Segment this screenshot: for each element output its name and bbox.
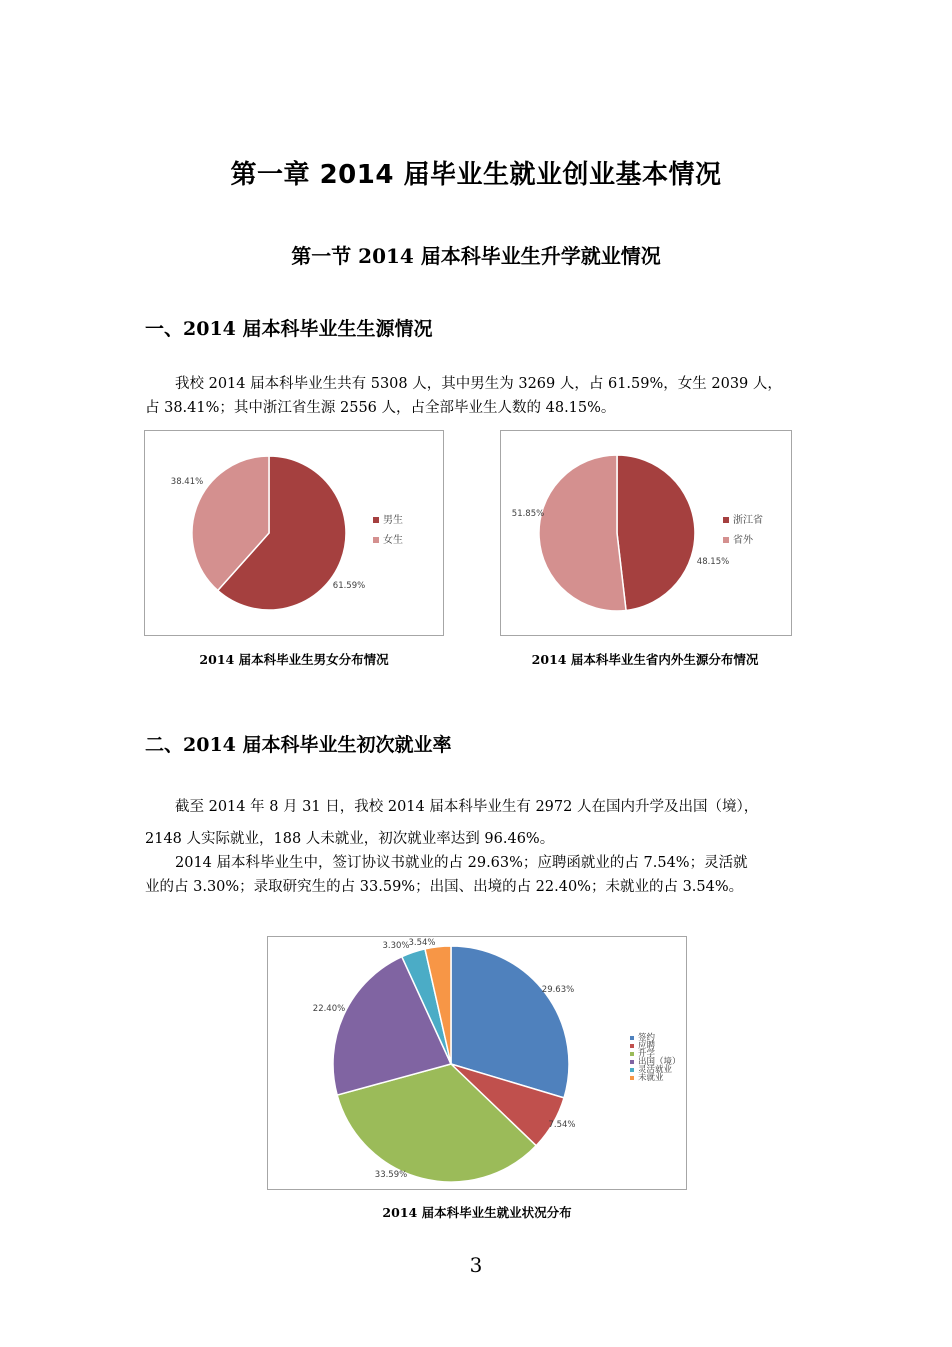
employment-pie-chart (267, 936, 687, 1190)
legend-label: 出国（境） (638, 1057, 681, 1067)
slice-value-label: 7.54% (548, 1120, 576, 1130)
paragraph-line: 占 38.41%；其中浙江省生源 2556 人，占全部毕业生人数的 48.15%。 (145, 400, 616, 416)
legend-swatch (630, 1076, 634, 1080)
section-title: 第一节 2014 届本科毕业生升学就业情况 (291, 244, 661, 268)
legend-swatch (630, 1060, 634, 1064)
gender-pie-chart (144, 430, 444, 636)
employment-pie-svg (268, 937, 686, 1189)
legend-label: 灵活就业 (638, 1065, 673, 1075)
slice-value-label: 29.63% (541, 985, 575, 995)
legend-label: 男生 (383, 515, 403, 526)
chapter-title: 第一章 2014 届毕业生就业创业基本情况 (230, 160, 722, 190)
slice-value-label: 3.54% (408, 938, 436, 948)
legend-swatch (723, 517, 729, 523)
legend-swatch (723, 537, 729, 543)
gender-chart-caption: 2014 届本科毕业生男女分布情况 (199, 652, 389, 667)
legend-label: 签约 (638, 1033, 656, 1043)
province-chart-caption: 2014 届本科毕业生省内外生源分布情况 (531, 652, 759, 667)
province-pie-chart (500, 430, 792, 636)
paragraph-line: 我校 2014 届本科毕业生共有 5308 人，其中男生为 3269 人，占 61.59%，女生 2039 人， (175, 376, 782, 392)
legend-swatch (373, 537, 379, 543)
paragraph-line: 2014 届本科毕业生中，签订协议书就业的占 29.63%；应聘函就业的占 7.54%；灵活就 (175, 855, 748, 871)
legend-label: 升学 (638, 1049, 656, 1059)
legend-label: 省外 (733, 535, 753, 546)
part2-heading: 二、2014 届本科毕业生初次就业率 (145, 734, 452, 756)
province-pie-svg (501, 431, 791, 635)
slice-value-label: 48.15% (696, 557, 730, 567)
slice-value-label: 38.41% (170, 477, 204, 487)
legend-swatch (630, 1044, 634, 1048)
part1-heading: 一、2014 届本科毕业生生源情况 (145, 318, 433, 340)
legend-label: 女生 (383, 535, 403, 546)
pie-slice (617, 455, 695, 610)
legend-label: 未就业 (638, 1073, 664, 1083)
legend-swatch (630, 1068, 634, 1072)
legend-swatch (630, 1052, 634, 1056)
part2-paragraph (145, 795, 810, 899)
legend-swatch (373, 517, 379, 523)
legend-swatch (630, 1036, 634, 1040)
slice-value-label: 61.59% (332, 581, 366, 591)
pie-slice (539, 455, 626, 611)
legend-label: 应聘 (638, 1041, 656, 1051)
legend-label: 浙江省 (733, 515, 763, 526)
slice-value-label: 22.40% (312, 1004, 346, 1014)
paragraph-line: 截至 2014 年 8 月 31 日，我校 2014 届本科毕业生有 2972 人在国内升学及出国（境）， (175, 799, 759, 815)
gender-pie-svg (145, 431, 443, 635)
slice-value-label: 3.30% (382, 941, 410, 951)
slice-value-label: 33.59% (374, 1170, 408, 1180)
paragraph-line: 2148 人实际就业，188 人未就业，初次就业率达到 96.46%。 (145, 831, 555, 847)
employment-chart-caption: 2014 届本科毕业生就业状况分布 (382, 1205, 572, 1220)
paragraph-line: 业的占 3.30%；录取研究生的占 33.59%；出国、出境的占 22.40%；未就业的占 3.54%。 (145, 879, 744, 895)
slice-value-label: 51.85% (511, 509, 545, 519)
page-number: 3 (469, 1253, 483, 1277)
part1-paragraph (145, 372, 810, 420)
